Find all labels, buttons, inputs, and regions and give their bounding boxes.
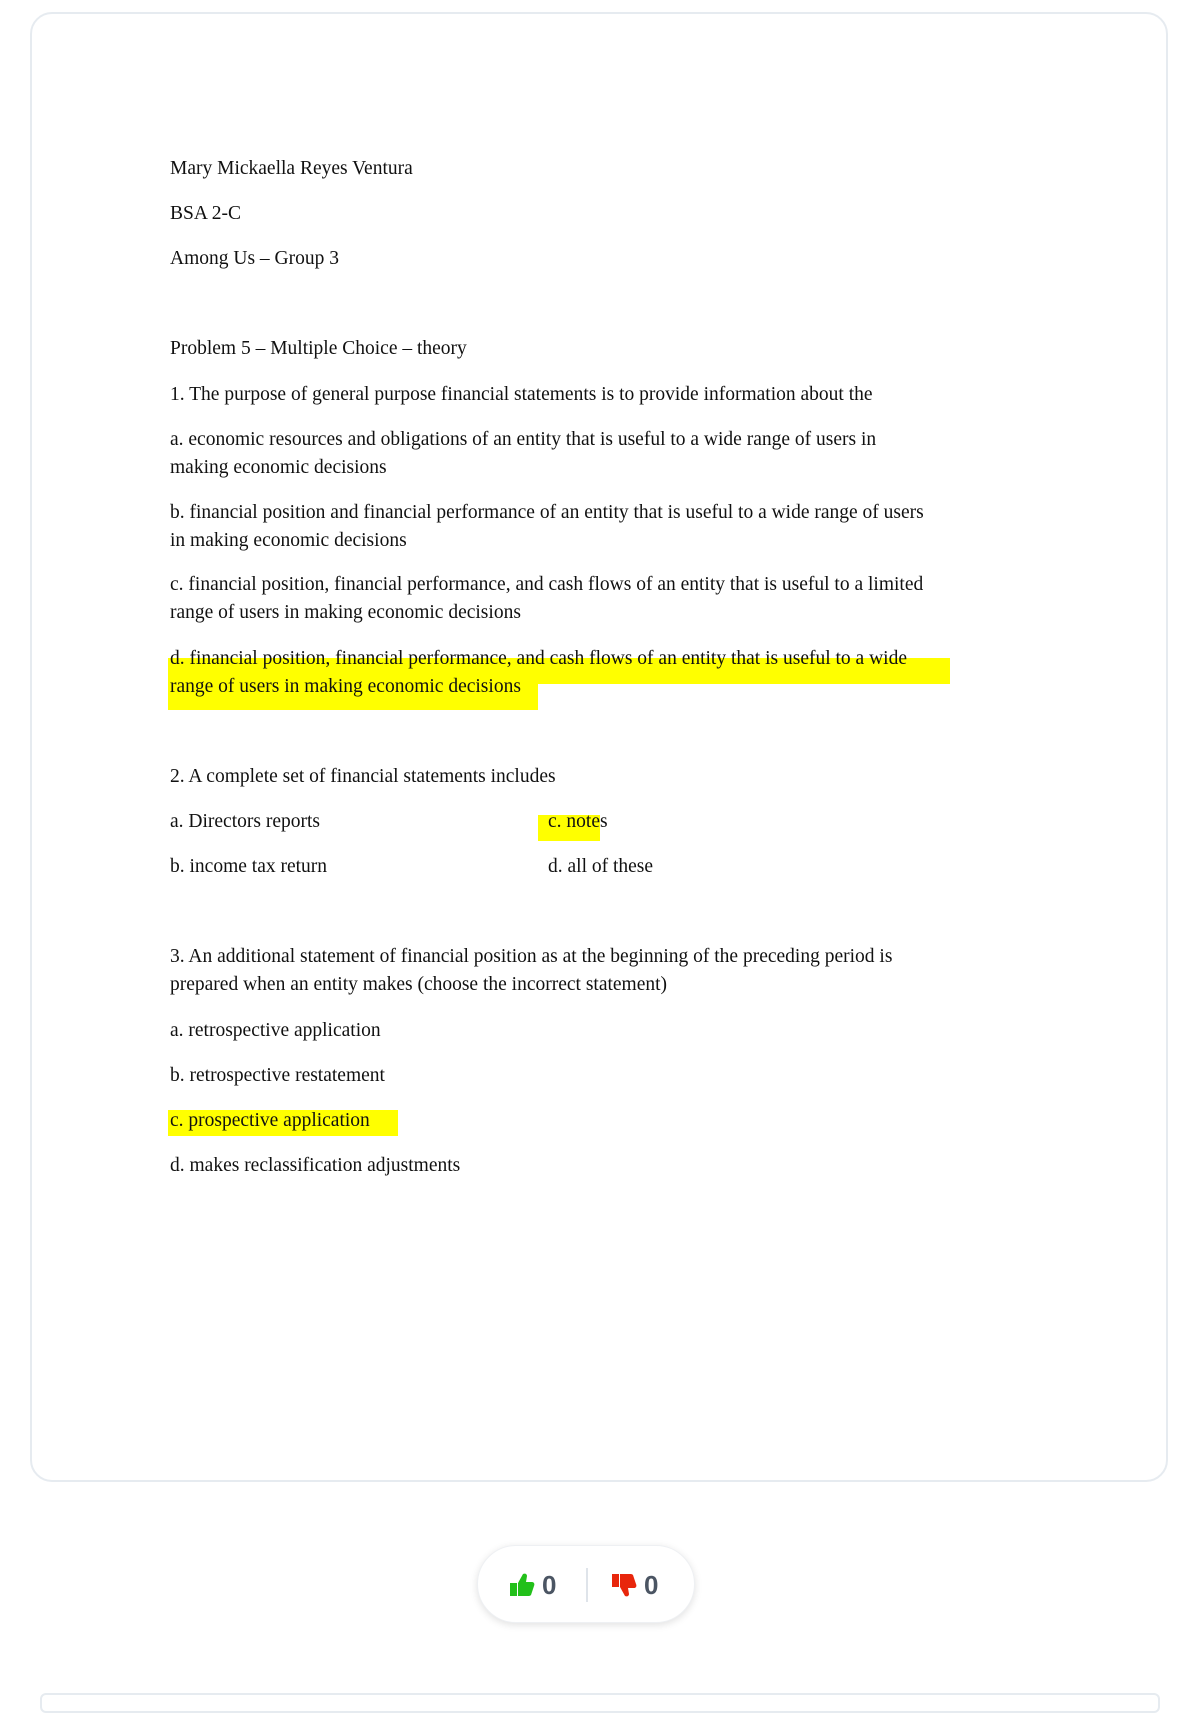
stem-line: prepared when an entity makes (choose the incorrect statement) bbox=[170, 974, 668, 995]
question-3-stem bbox=[170, 942, 1070, 1000]
group-label: Among Us – Group 3 bbox=[170, 248, 339, 269]
thumbs-down-icon bbox=[610, 1571, 638, 1599]
option-line: in making economic decisions bbox=[170, 530, 407, 551]
option-line: range of users in making economic decisions bbox=[170, 676, 521, 697]
option-line: making economic decisions bbox=[170, 457, 387, 478]
question-3-option-b: b. retrospective restatement bbox=[170, 1065, 385, 1086]
vote-divider bbox=[586, 1568, 588, 1602]
downvote-count: 0 bbox=[644, 1569, 659, 1600]
vote-widget bbox=[477, 1545, 695, 1623]
section-label: BSA 2-C bbox=[170, 203, 241, 224]
question-1-option-c bbox=[170, 570, 1070, 628]
question-3-option-a: a. retrospective application bbox=[170, 1020, 381, 1041]
question-2-option-d: d. all of these bbox=[548, 856, 654, 877]
option-line: range of users in making economic decisions bbox=[170, 602, 521, 623]
question-1-stem: 1. The purpose of general purpose financial statements is to provide information about the bbox=[170, 384, 873, 405]
option-line: a. economic resources and obligations of an entity that is useful to a wide range of users in bbox=[170, 429, 877, 450]
stem-line: 3. An additional statement of financial position as at the beginning of the preceding period is bbox=[170, 946, 893, 967]
question-3-option-d: d. makes reclassification adjustments bbox=[170, 1155, 461, 1176]
option-line: b. financial position and financial performance of an entity that is useful to a wide range of users bbox=[170, 502, 924, 523]
upvote-count: 0 bbox=[542, 1569, 557, 1600]
problem-title: Problem 5 – Multiple Choice – theory bbox=[170, 338, 467, 359]
thumbs-up-icon bbox=[508, 1571, 536, 1599]
question-1-option-d bbox=[170, 644, 1070, 702]
question-2-option-a: a. Directors reports bbox=[170, 811, 320, 832]
document-card bbox=[30, 12, 1168, 1482]
upvote-button[interactable] bbox=[508, 1568, 556, 1602]
question-1-option-b bbox=[170, 498, 1070, 556]
downvote-button[interactable] bbox=[610, 1568, 658, 1602]
option-line: c. financial position, financial performance, and cash flows of an entity that is useful to a limited bbox=[170, 574, 924, 595]
option-line: d. financial position, financial performance, and cash flows of an entity that is useful to a wide bbox=[170, 648, 907, 669]
question-2-option-c: c. notes bbox=[548, 807, 608, 837]
question-1-option-a bbox=[170, 425, 1070, 483]
question-2-stem: 2. A complete set of financial statements includes bbox=[170, 766, 556, 787]
question-3-option-c: c. prospective application bbox=[170, 1106, 370, 1136]
question-2-option-b: b. income tax return bbox=[170, 856, 328, 877]
next-card-edge bbox=[40, 1693, 1160, 1713]
author-name: Mary Mickaella Reyes Ventura bbox=[170, 158, 413, 179]
